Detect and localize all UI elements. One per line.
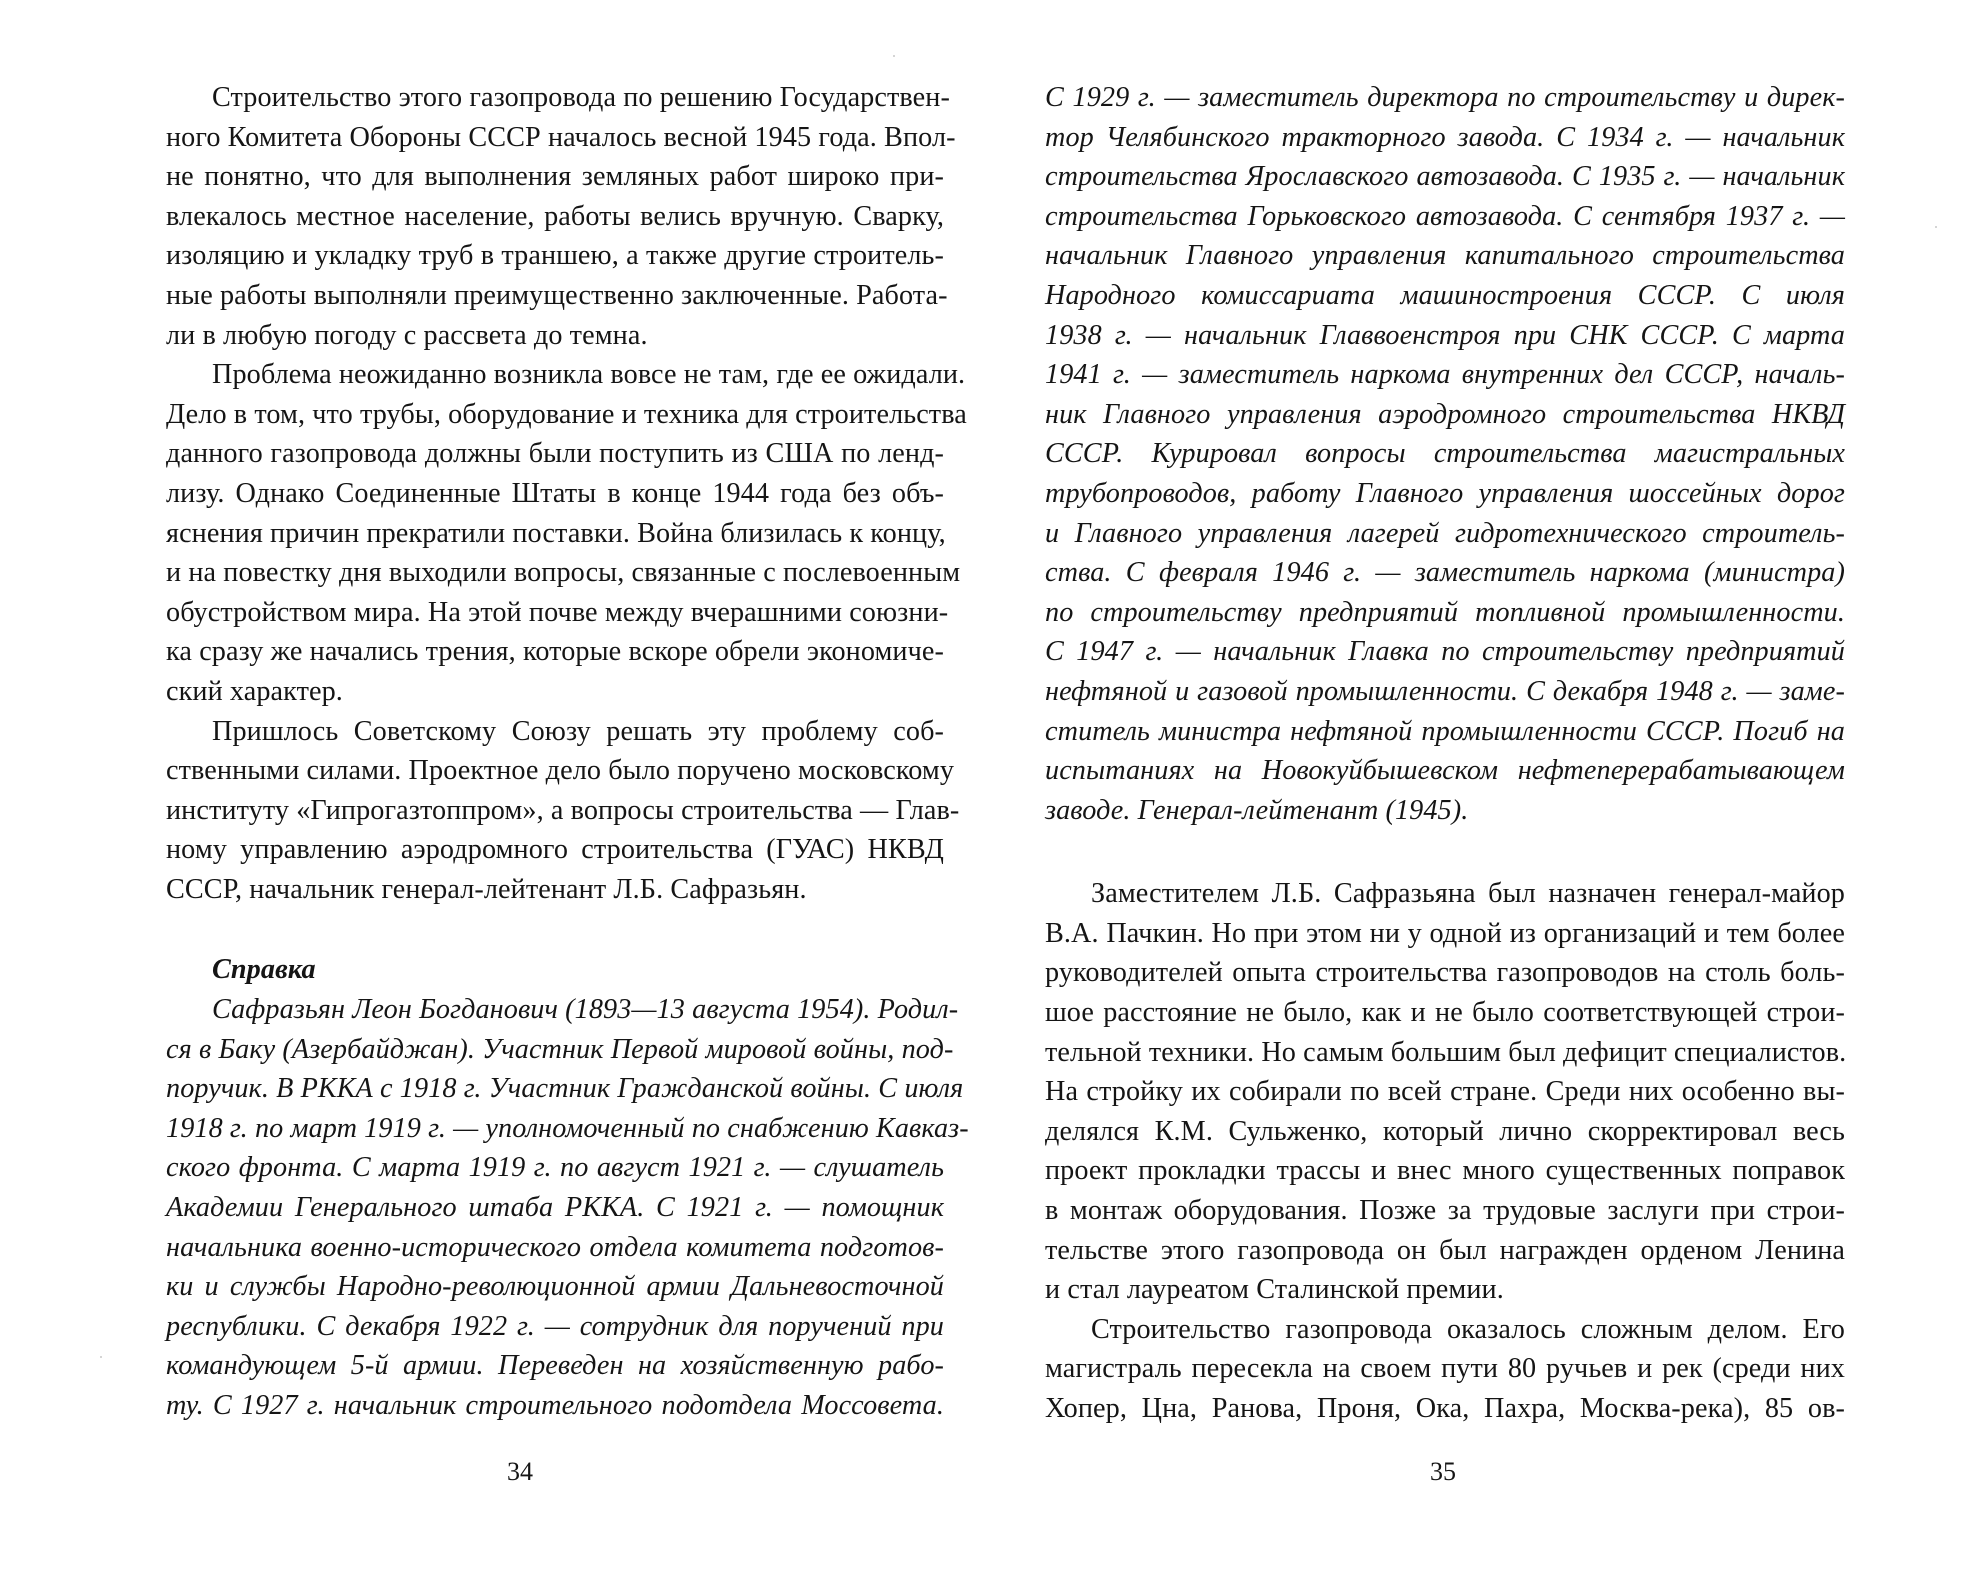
reference-line: С 1929 г. — заместитель директора по строительству и дирек- [1045,82,1845,113]
text-line: ственными силами. Проектное дело было поручено московскому [166,755,955,787]
paragraph-2 [166,355,967,711]
reference-line: 1941 г. — заместитель наркома внутренних дел СССР, началь- [1045,359,1845,391]
text-line: проект прокладки трассы и внес много существенных поправок [1045,1155,1845,1187]
text-line: ные работы выполняли преимущественно заключенные. Работа- [166,279,948,311]
text-line: ного Комитета Обороны СССР началось весной 1945 года. Впол- [166,121,956,153]
reference-line: тор Челябинского тракторного завода. С 1934 г. — начальник [1045,121,1845,153]
right-page [983,0,1966,1574]
reference-line: нефтяной и газовой промышленности. С декабря 1948 г. — заме- [1045,675,1845,707]
reference-line: строительства Горьковского автозавода. С сентября 1937 г. — [1045,200,1845,232]
paragraph-4 [1045,874,1845,1310]
reference-line: ник Главного управления аэродромного строительства НКВД [1045,398,1845,430]
reference-line: трубопроводов, работу Главного управления шоссейных дорог [1045,477,1845,509]
scan-speck [893,55,895,57]
text-line: тельной техники. Но самым большим был дефицит специалистов. [1045,1036,1847,1068]
reference-line: ститель министра нефтяной промышленности СССР. Погиб на [1045,715,1845,747]
text-line: в монтаж оборудования. Позже за трудовые заслуги при строи- [1045,1195,1845,1227]
reference-line: командующем 5-й армии. Переведен на хозяйственную рабо- [166,1350,944,1382]
reference-line: и Главного управления лагерей гидротехнического строитель- [1045,517,1845,549]
text-line: руководителей опыта строительства газопроводов на столь боль- [1045,957,1845,989]
reference-line: Сафразьян Леон Богданович (1893—13 августа 1954). Родил- [212,994,959,1026]
reference-line: по строительству предприятий топливной промышленности. [1045,596,1845,628]
reference-line: ся в Баку (Азербайджан). Участник Первой мировой войны, под- [166,1033,954,1065]
reference-continuation [1045,78,1845,830]
reference-block [166,950,969,1425]
reference-line: СССР. Курировал вопросы строительства магистральных [1045,438,1845,470]
reference-line: строительства Ярославского автозавода. С 1935 г. — начальник [1045,161,1845,193]
text-line: Дело в том, что трубы, оборудование и техника для строительства [166,398,967,430]
text-line: Пришлось Советскому Союзу решать эту проблему соб- [212,715,944,747]
reference-line: 1918 г. по март 1919 г. — уполномоченный по снабжению Кавказ- [166,1112,969,1144]
text-line: Хопер, Цна, Ранова, Проня, Ока, Пахра, Москва-река), 85 ов- [1045,1393,1845,1424]
reference-line: начальника военно-исторического отдела комитета подготов- [166,1231,944,1263]
page-number: 35 [1430,1457,1456,1486]
reference-line: поручик. В РККА с 1918 г. Участник Гражданской войны. С июля [166,1073,964,1105]
text-line: Заместителем Л.Б. Сафразьяна был назначен генерал-майор [1091,878,1845,910]
text-line: и стал лауреатом Сталинской премии. [1045,1274,1504,1306]
paragraph-3 [166,712,960,910]
text-line: ка сразу же начались трения, которые вскоре обрели экономиче- [166,636,944,668]
text-line: влекалось местное население, работы велись вручную. Сварку, [166,200,944,232]
scan-speck [1935,226,1937,228]
text-line: институту «Гипрогазтоппром», а вопросы строительства — Глав- [166,794,960,826]
text-line: На стройку их собирали по всей стране. Среди них особенно вы- [1045,1076,1845,1108]
reference-line: ту. С 1927 г. начальник строительного подотдела Моссовета. [166,1390,944,1421]
text-line: ному управлению аэродромного строительства (ГУАС) НКВД [166,834,944,866]
text-line: лизу. Однако Соединенные Штаты в конце 1944 года без объ- [166,477,944,509]
text-line: магистраль пересекла на своем пути 80 ручьев и рек (среди них [1045,1353,1845,1385]
text-line: СССР, начальник генерал-лейтенант Л.Б. Сафразьян. [166,873,807,905]
text-line: и на повестку дня выходили вопросы, связанные с послевоенным [166,557,961,589]
reference-line: ства. С февраля 1946 г. — заместитель наркома (министра) [1045,557,1845,589]
reference-heading: Справка [212,954,316,986]
section-gap [166,909,944,950]
text-line: Проблема неожиданно возникла вовсе не там, где ее ожидали. [212,359,966,391]
reference-line: 1938 г. — начальник Главвоенстроя при СНК СССР. С марта [1045,319,1845,351]
right-text-column [1045,78,1845,1429]
reference-line: республики. С декабря 1922 г. — сотрудник для поручений при [166,1310,944,1342]
section-gap [1045,830,1845,874]
reference-line: ского фронта. С марта 1919 г. по август 1921 г. — слушатель [166,1152,944,1184]
reference-line: С 1947 г. — начальник Главка по строительству предприятий [1045,636,1845,668]
reference-line: заводе. Генерал-лейтенант (1945). [1045,794,1469,826]
text-line: обустройством мира. На этой почве между вчерашними союзни- [166,596,949,628]
text-line: ли в любую погоду с рассвета до темна. [166,319,648,351]
paragraph-1 [166,78,956,355]
scan-speck [100,1356,102,1358]
reference-line: Академии Генерального штаба РККА. С 1921 г. — помощник [166,1192,944,1224]
text-line: тельстве этого газопровода он был награжден орденом Ленина [1045,1234,1845,1266]
text-line: Строительство газопровода оказалось сложным делом. Его [1091,1313,1845,1345]
text-line: данного газопровода должны были поступить из США по ленд- [166,438,944,470]
text-line: изоляцию и укладку труб в траншею, а также другие строитель- [166,240,944,272]
text-line: шое расстояние не было, как и не было соответствующей строи- [1045,997,1845,1029]
text-line: В.А. Пачкин. Но при этом ни у одной из организаций и тем более [1045,917,1845,949]
reference-line: ки и службы Народно-революционной армии Дальневосточной [166,1271,944,1303]
text-line: делялся К.М. Сульженко, который лично скорректировал весь [1045,1115,1845,1147]
page-number: 34 [507,1457,533,1486]
text-line: яснения причин прекратили поставки. Война близилась к концу, [166,517,946,549]
reference-line: начальник Главного управления капитального строительства [1045,240,1845,272]
paragraph-5 [1045,1310,1845,1429]
text-line: ский характер. [166,675,343,707]
text-line: Строительство этого газопровода по решению Государствен- [212,82,950,113]
reference-line: Народного комиссариата машиностроения СССР. С июля [1045,279,1845,311]
reference-line: испытаниях на Новокуйбышевском нефтеперерабатывающем [1045,755,1845,787]
text-line: не понятно, что для выполнения земляных работ широко при- [166,161,944,193]
left-text-column [166,78,969,1426]
